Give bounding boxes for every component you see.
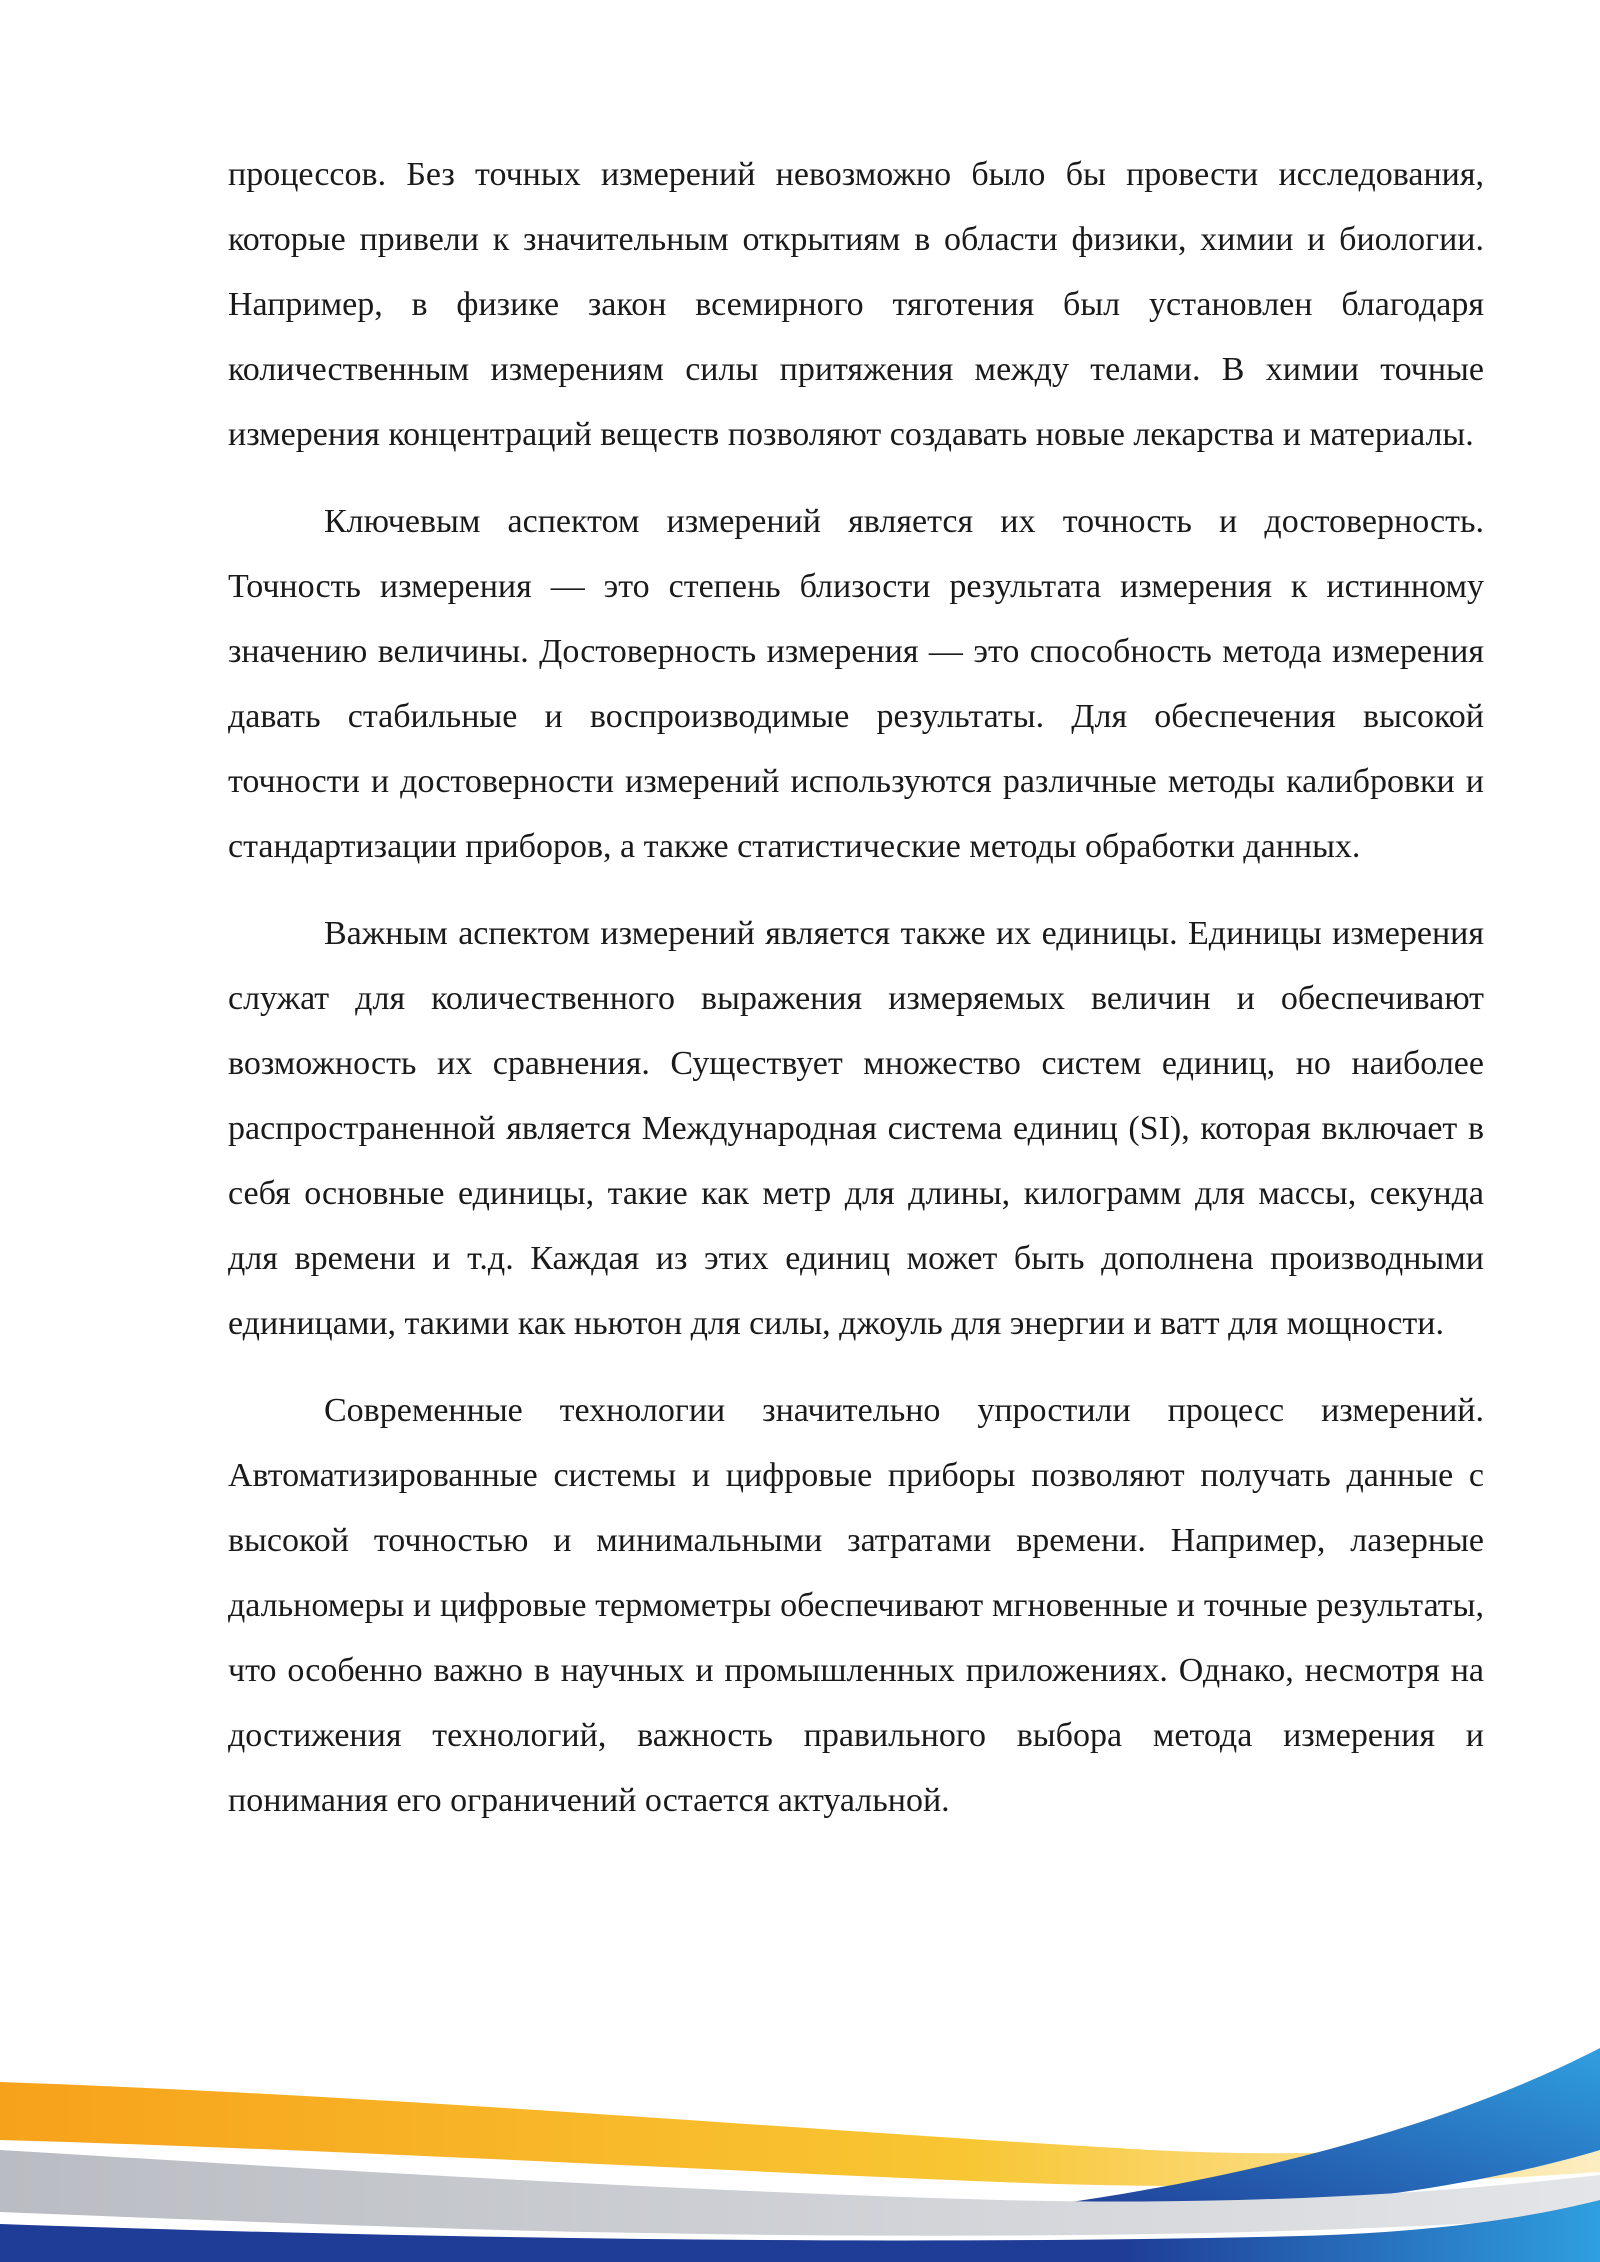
footer-wave-decoration bbox=[0, 2000, 1600, 2262]
paragraph-1: процессов. Без точных измерений невозможно было бы провести исследования, которые привели к значительным открытиям в области физики, химии и биологии. Например, в физике закон всемирного тяготения был установлен благодаря количественным измерениям силы притяжения между телами. В химии точные измерения концентраций веществ позволяют создавать новые лекарства и материалы. bbox=[228, 156, 1484, 453]
paragraph-2: Ключевым аспектом измерений является их точность и достоверность. Точность измерения — это степень близости результата измерения к истинному значению величины. Достоверность измерения — это способность метода измерения давать стабильные и воспроизводимые результаты. Для обеспечения высокой точности и достоверности измерений используются различные методы калибровки и стандартизации приборов, а также статистические методы обработки данных. bbox=[228, 503, 1484, 865]
paragraph-3: Важным аспектом измерений является также их единицы. Единицы измерения служат для количественного выражения измеряемых величин и обеспечивают возможность их сравнения. Существует множество систем единиц, но наиболее распространенной является Международная система единиц (SI), которая включает в себя основные единицы, такие как метр для длины, килограмм для массы, секунда для времени и т.д. Каждая из этих единиц может быть дополнена производными единицами, такими как ньютон для силы, джоуль для энергии и ватт для мощности. bbox=[228, 915, 1484, 1342]
document-body bbox=[228, 142, 1484, 1855]
paragraph-4: Современные технологии значительно упростили процесс измерений. Автоматизированные системы и цифровые приборы позволяют получать данные с высокой точностью и минимальными затратами времени. Например, лазерные дальномеры и цифровые термометры обеспечивают мгновенные и точные результаты, что особенно важно в научных и промышленных приложениях. Однако, несмотря на достижения технологий, важность правильного выбора метода измерения и понимания его ограничений остается актуальной. bbox=[228, 1392, 1484, 1819]
